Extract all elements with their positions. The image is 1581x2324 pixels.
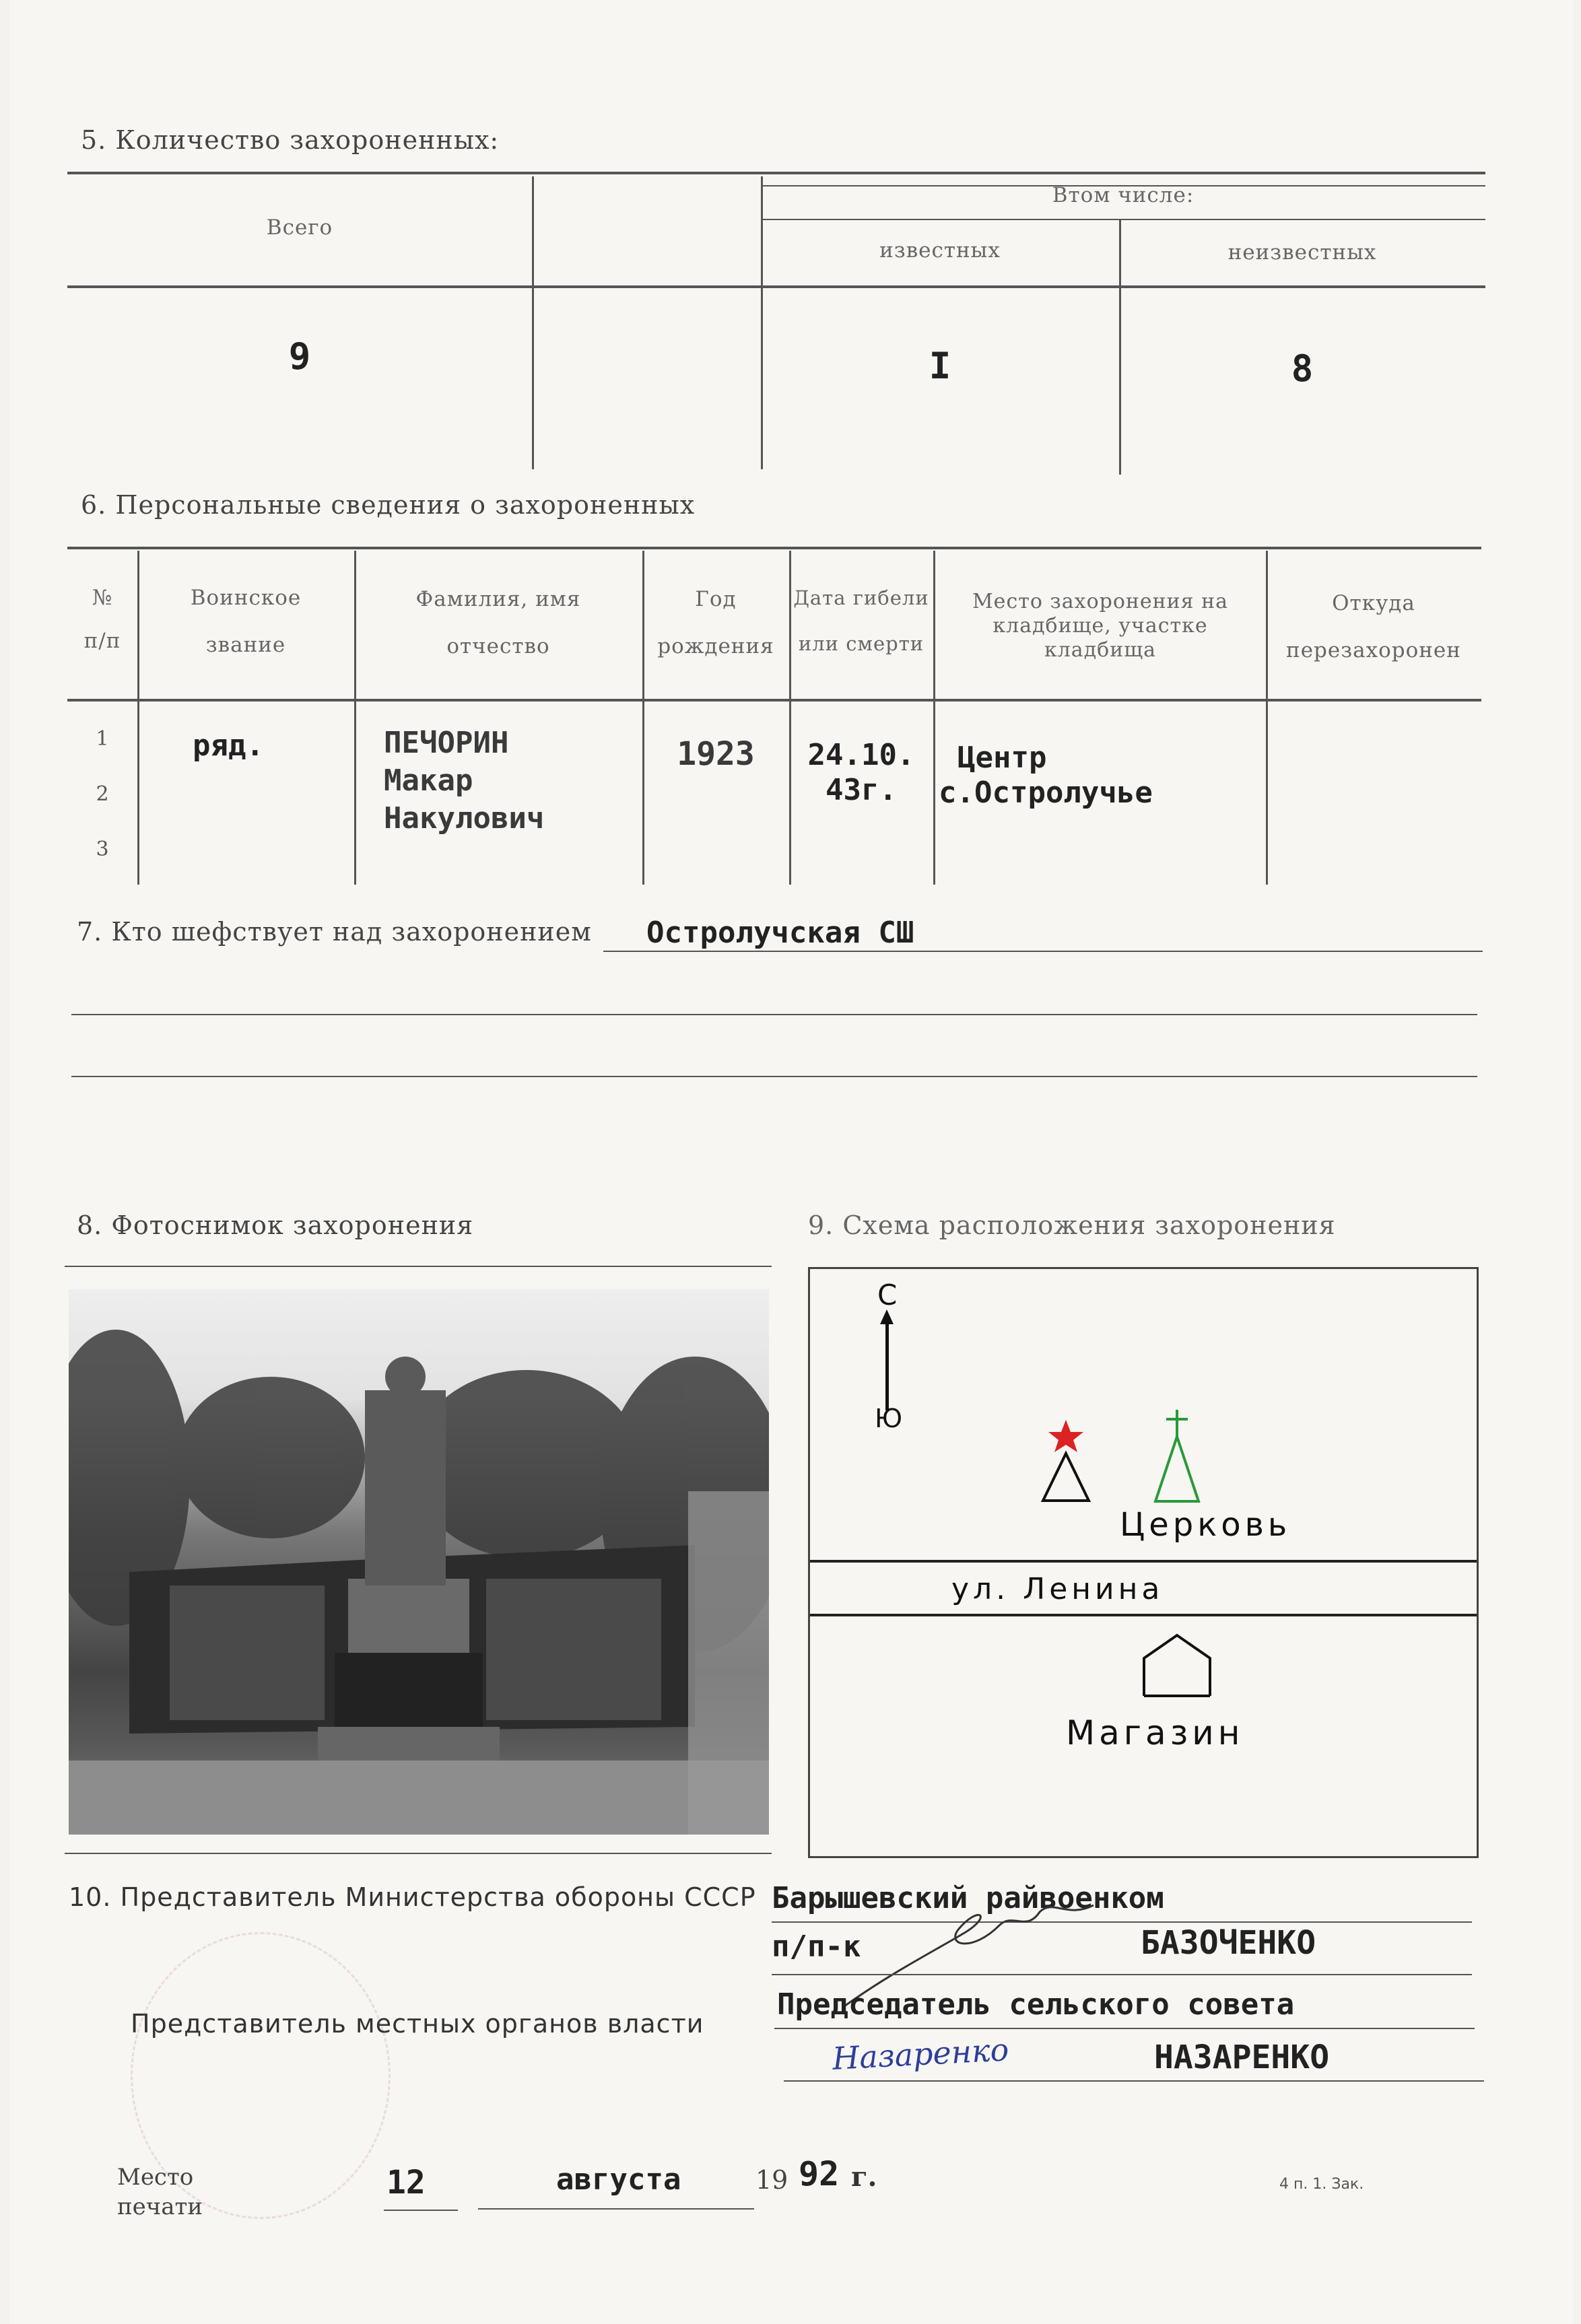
- local-authority-title: Представитель местных органов власти: [131, 2009, 704, 2039]
- rank-header-line1: Воинское: [190, 586, 302, 610]
- col-total-header: Всего: [266, 215, 333, 240]
- north-arrow: [885, 1316, 889, 1410]
- table5-top-line: [67, 172, 1485, 174]
- rank-header: [137, 584, 354, 659]
- blank-line: [71, 1076, 1477, 1077]
- north-arrow-head: [880, 1309, 894, 1324]
- photo-frame-bottom: [65, 1853, 772, 1854]
- death-header-line2: или смерти: [798, 631, 924, 655]
- local-position-value: Председатель сельского совета: [777, 1987, 1295, 2022]
- section5-title: 5. Количество захороненных:: [81, 125, 500, 155]
- south-label: Ю: [875, 1404, 907, 1433]
- blank-line: [71, 1014, 1477, 1015]
- military-office-value: Барышевский райвоенком: [772, 1881, 1164, 1915]
- place-header: Место захоронения на кладбище, участке кладбища: [972, 590, 1229, 662]
- shop-icon: [1140, 1631, 1214, 1699]
- burial-place-line1: Центр: [957, 741, 1047, 775]
- section6-title: 6. Персональные сведения о захороненных: [81, 490, 696, 520]
- death-date-value: [789, 738, 933, 808]
- table6-top-line: [67, 547, 1481, 549]
- section8-title: 8. Фотоснимок захоронения: [77, 1210, 474, 1240]
- from-header-line1: Откуда: [1332, 591, 1415, 615]
- local-name-value: НАЗАРЕНКО: [1154, 2039, 1330, 2076]
- shop-label: Магазин: [1066, 1713, 1244, 1752]
- table6-divider: [933, 551, 935, 885]
- military-rank-value: п/п-к: [772, 1929, 861, 1964]
- section9-title: 9. Схема расположения захоронения: [808, 1210, 1336, 1240]
- birth-year-value: 1923: [677, 735, 755, 773]
- burial-place-line2: с.Остролучье: [939, 776, 1153, 810]
- street-label: ул. Ленина: [951, 1572, 1164, 1606]
- line-local-1: [774, 2028, 1475, 2029]
- date-year-unit: г.: [851, 2161, 877, 2193]
- church-label: Церковь: [1120, 1506, 1291, 1544]
- date-year-prefix: 19: [755, 2165, 788, 2195]
- date-month-underline: [478, 2208, 754, 2210]
- num-header-line1: №: [92, 586, 113, 610]
- col-known-header: известных: [879, 238, 1001, 263]
- table6-header-line: [67, 699, 1481, 702]
- table5-sub-mid-line: [761, 219, 1485, 220]
- date-day: 12: [386, 2164, 426, 2201]
- signature-local: Назаренко: [831, 2031, 1010, 2077]
- name-header-line1: Фамилия, имя: [415, 587, 581, 611]
- rank-header-line2: звание: [205, 633, 286, 658]
- from-header-line2: перезахоронен: [1286, 638, 1461, 663]
- num-header: [67, 584, 137, 655]
- name-header-line2: отчество: [446, 634, 550, 659]
- photo-frame-top: [65, 1266, 772, 1267]
- patron-underline: [603, 951, 1483, 952]
- row-number: 3: [96, 838, 109, 861]
- known-value: I: [929, 345, 951, 387]
- church-cross-icon: [1143, 1407, 1211, 1505]
- death-date-line1: 24.10.: [807, 738, 915, 772]
- first-name: Макар: [384, 763, 473, 798]
- line-local-2: [784, 2080, 1484, 2082]
- unknown-value: 8: [1291, 347, 1314, 390]
- date-month: августа: [556, 2162, 681, 2197]
- from-header: [1266, 590, 1481, 664]
- scheme-box: [808, 1267, 1479, 1858]
- death-date-line2: 43г.: [826, 773, 897, 807]
- line-mo-2: [772, 1974, 1472, 1975]
- table5-divider: [532, 176, 534, 469]
- death-header: [789, 586, 933, 656]
- num-header-line2: п/п: [83, 629, 121, 654]
- surname: ПЕЧОРИН: [384, 726, 509, 760]
- col-including-header: Втом числе:: [1052, 183, 1195, 207]
- military-name-value: БАЗОЧЕНКО: [1141, 1924, 1316, 1962]
- stamp-label-line1: Место: [117, 2164, 194, 2191]
- year-header-line1: Год: [695, 587, 737, 611]
- burial-place-value: [939, 741, 1153, 811]
- row-number: 1: [96, 727, 109, 751]
- total-value: 9: [288, 335, 311, 378]
- col-unknown-header: неизвестных: [1227, 240, 1377, 265]
- street-line-top: [810, 1560, 1477, 1563]
- stamp-label: [117, 2162, 203, 2222]
- section7-title: 7. Кто шефствует над захоронением: [77, 917, 592, 947]
- street-line-bottom: [810, 1614, 1477, 1616]
- death-header-line1: Дата гибели: [793, 586, 929, 609]
- date-year-suffix: 92: [799, 2154, 840, 2193]
- north-label: С: [877, 1278, 902, 1311]
- memorial-star-icon: [1032, 1417, 1100, 1505]
- stamp-label-line2: печати: [117, 2193, 203, 2220]
- year-header-line2: рождения: [657, 634, 774, 659]
- rank-value: ряд.: [193, 728, 264, 763]
- print-code: 4 п. 1. Зак.: [1279, 2176, 1364, 2193]
- document-sheet: [9, 0, 1573, 2324]
- row-number: 2: [96, 782, 109, 806]
- date-day-underline: [384, 2210, 458, 2211]
- patron-value: Остролучская СШ: [646, 916, 914, 950]
- name-value: [384, 724, 544, 838]
- year-header: [642, 586, 789, 660]
- table5-divider: [761, 176, 763, 469]
- patronymic: Накулович: [384, 801, 545, 835]
- name-header: [354, 586, 642, 660]
- table5-header-line: [67, 285, 1485, 288]
- memorial-photo: [69, 1289, 769, 1835]
- section10-title: 10. Представитель Министерства обороны СССР: [69, 1882, 756, 1912]
